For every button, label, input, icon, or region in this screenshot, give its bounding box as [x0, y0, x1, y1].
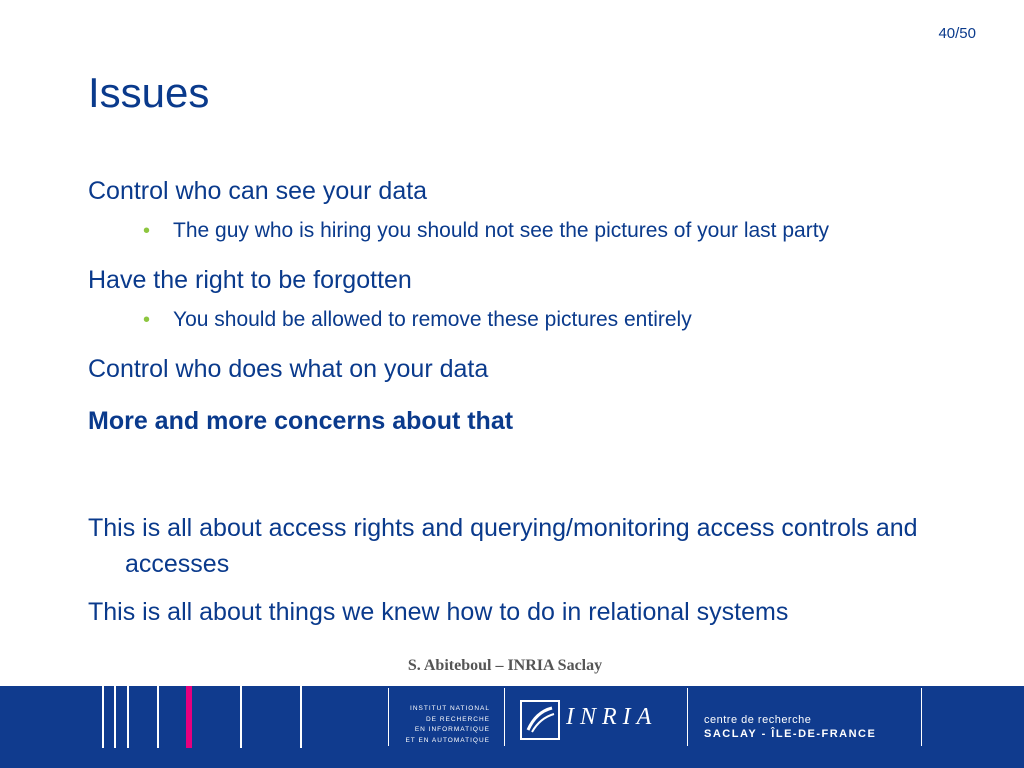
stripe	[240, 686, 242, 748]
stripe	[102, 686, 104, 748]
footer-credit: S. Abiteboul – INRIA Saclay	[407, 657, 603, 674]
bullet-icon: •	[143, 309, 151, 331]
centre-label: centre de recherche	[704, 714, 812, 726]
item-relational: This is all about things we knew how to do in relational systems	[88, 598, 789, 626]
separator	[504, 688, 505, 746]
sub-item-text: You should be allowed to remove these pictures entirely	[173, 308, 692, 331]
bullet-icon: •	[143, 220, 151, 242]
separator	[388, 688, 389, 746]
page-number: 40/50	[938, 25, 976, 42]
bottom-bar	[0, 686, 1024, 768]
inria-logo-icon	[520, 700, 560, 740]
separator	[921, 688, 922, 746]
item-concerns: More and more concerns about that	[88, 407, 514, 435]
item-control-does: Control who does what on your data	[88, 355, 489, 383]
centre-location: SACLAY - ÎLE-DE-FRANCE	[704, 728, 877, 740]
stripe-accent	[186, 686, 192, 748]
sub-item-text: The guy who is hiring you should not see the pictures of your last party	[173, 219, 830, 242]
slide-title: Issues	[88, 69, 210, 116]
institute-name: INSTITUT NATIONAL DE RECHERCHE EN INFORMATIQUE ET EN AUTOMATIQUE	[405, 705, 490, 744]
stripe	[127, 686, 129, 748]
stripe	[114, 686, 116, 748]
separator	[687, 688, 688, 746]
item-forgotten: Have the right to be forgotten	[88, 266, 412, 294]
brand-name: INRIA	[566, 704, 658, 730]
stripe	[300, 686, 302, 748]
item-access-rights: This is all about access rights and querying/monitoring access controls and accesses	[88, 514, 918, 578]
stripe	[157, 686, 159, 748]
sub-item-remove	[143, 307, 692, 332]
sub-item-hiring	[143, 218, 829, 243]
item-control-see: Control who can see your data	[88, 177, 428, 205]
